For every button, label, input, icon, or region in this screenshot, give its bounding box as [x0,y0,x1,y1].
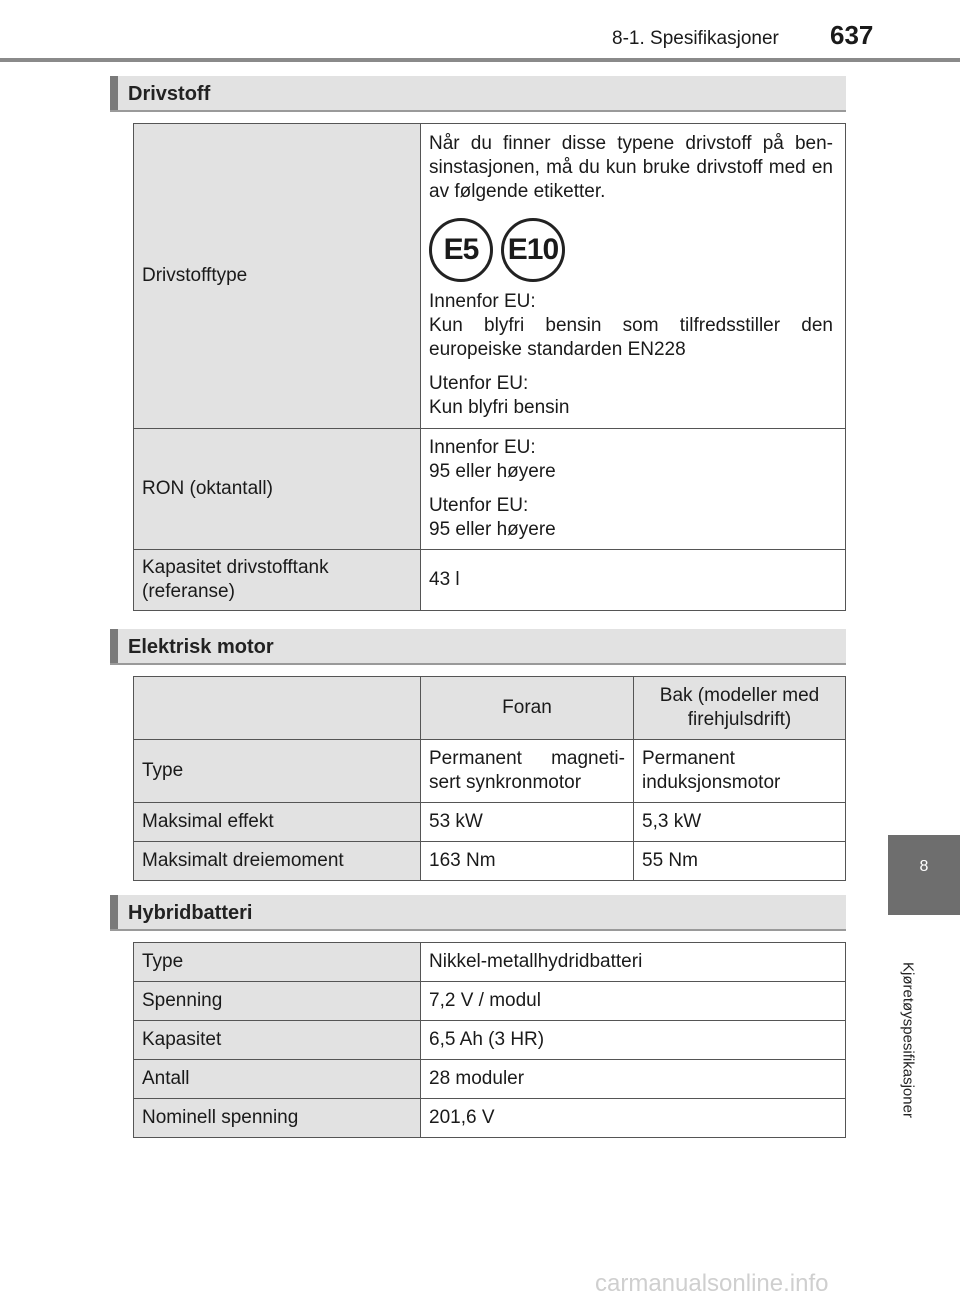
battery-row-value: 201,6 V [421,1099,846,1138]
battery-row-label: Spenning [134,982,421,1021]
chapter-label-container [886,930,930,1150]
ron-non-eu-text: 95 eller høyere [429,519,556,540]
battery-row-value: 7,2 V / modul [421,982,846,1021]
column-header-front: Foran [421,677,634,740]
motor-rear-value: Permanent induksjonsmotor [634,740,846,803]
ron-eu-text: 95 eller høyere [429,461,556,482]
fuel-table [133,123,846,611]
ron-eu-heading: Innenfor EU: [429,437,536,458]
non-eu-text: Kun blyfri bensin [429,397,570,418]
e5-label-icon: E5 [429,218,493,282]
battery-row-label: Antall [134,1060,421,1099]
table-row [134,803,846,842]
table-row [134,124,846,429]
table-row [134,1099,846,1138]
battery-row-label: Nominell spenning [134,1099,421,1138]
ron-non-eu-heading: Utenfor EU: [429,495,529,516]
battery-row-value: 6,5 Ah (3 HR) [421,1021,846,1060]
fuel-badges [429,218,833,282]
e10-label-icon: E10 [501,218,565,282]
motor-front-value: 53 kW [421,803,634,842]
table-row [134,429,846,550]
non-eu-heading: Utenfor EU: [429,373,529,394]
tank-capacity-value: 43 l [421,550,846,611]
ron-value [421,429,846,550]
table-row [134,842,846,881]
section-title-text: Hybridbatteri [128,902,253,924]
column-header-rear: Bak (modeller med firehjulsdrift) [634,677,846,740]
section-title-text: Drivstoff [128,83,211,105]
chapter-label: Kjøretøyspesifikasjoner [899,962,917,1118]
header-divider [0,58,960,62]
section-title-motor [110,629,846,665]
fuel-type-value [421,124,846,429]
watermark: carmanualsonline.info [595,1270,829,1297]
battery-row-label: Type [134,943,421,982]
fuel-type-label: Drivstofftype [134,124,421,429]
motor-rear-value: 5,3 kW [634,803,846,842]
tank-capacity-label: Kapasitet drivstofftank (referanse) [134,550,421,611]
battery-row-label: Kapasitet [134,1021,421,1060]
battery-row-value: Nikkel-metallhydridbatteri [421,943,846,982]
table-row [134,943,846,982]
motor-front-value: 163 Nm [421,842,634,881]
section-title-battery [110,895,846,931]
section-title-drivstoff [110,76,846,112]
battery-row-value: 28 moduler [421,1060,846,1099]
table-row [134,982,846,1021]
motor-row-label: Maksimal effekt [134,803,421,842]
table-row [134,740,846,803]
motor-corner-cell [134,677,421,740]
motor-rear-value: 55 Nm [634,842,846,881]
fuel-type-intro: Når du finner disse typene drivstoff på ben-sinstasjonen, må du kun bruke drivstoff med en av følgende etiketter. [429,133,833,202]
page-number: 637 [830,20,874,50]
motor-table [133,676,846,881]
chapter-tab: 8 [888,835,960,915]
motor-front-value: Permanent magneti-sert synkronmotor [421,740,634,803]
table-row [134,677,846,740]
table-row [134,1021,846,1060]
motor-row-label: Type [134,740,421,803]
eu-heading: Innenfor EU: [429,291,536,312]
section-heading: 8-1. Spesifikasjoner [612,28,779,49]
table-row [134,1060,846,1099]
motor-row-label: Maksimalt dreiemoment [134,842,421,881]
ron-label: RON (oktantall) [134,429,421,550]
section-title-text: Elektrisk motor [128,636,274,658]
eu-text: Kun blyfri bensin som tilfredsstiller den europeiske standarden EN228 [429,315,833,360]
battery-table [133,942,846,1138]
table-row [134,550,846,611]
